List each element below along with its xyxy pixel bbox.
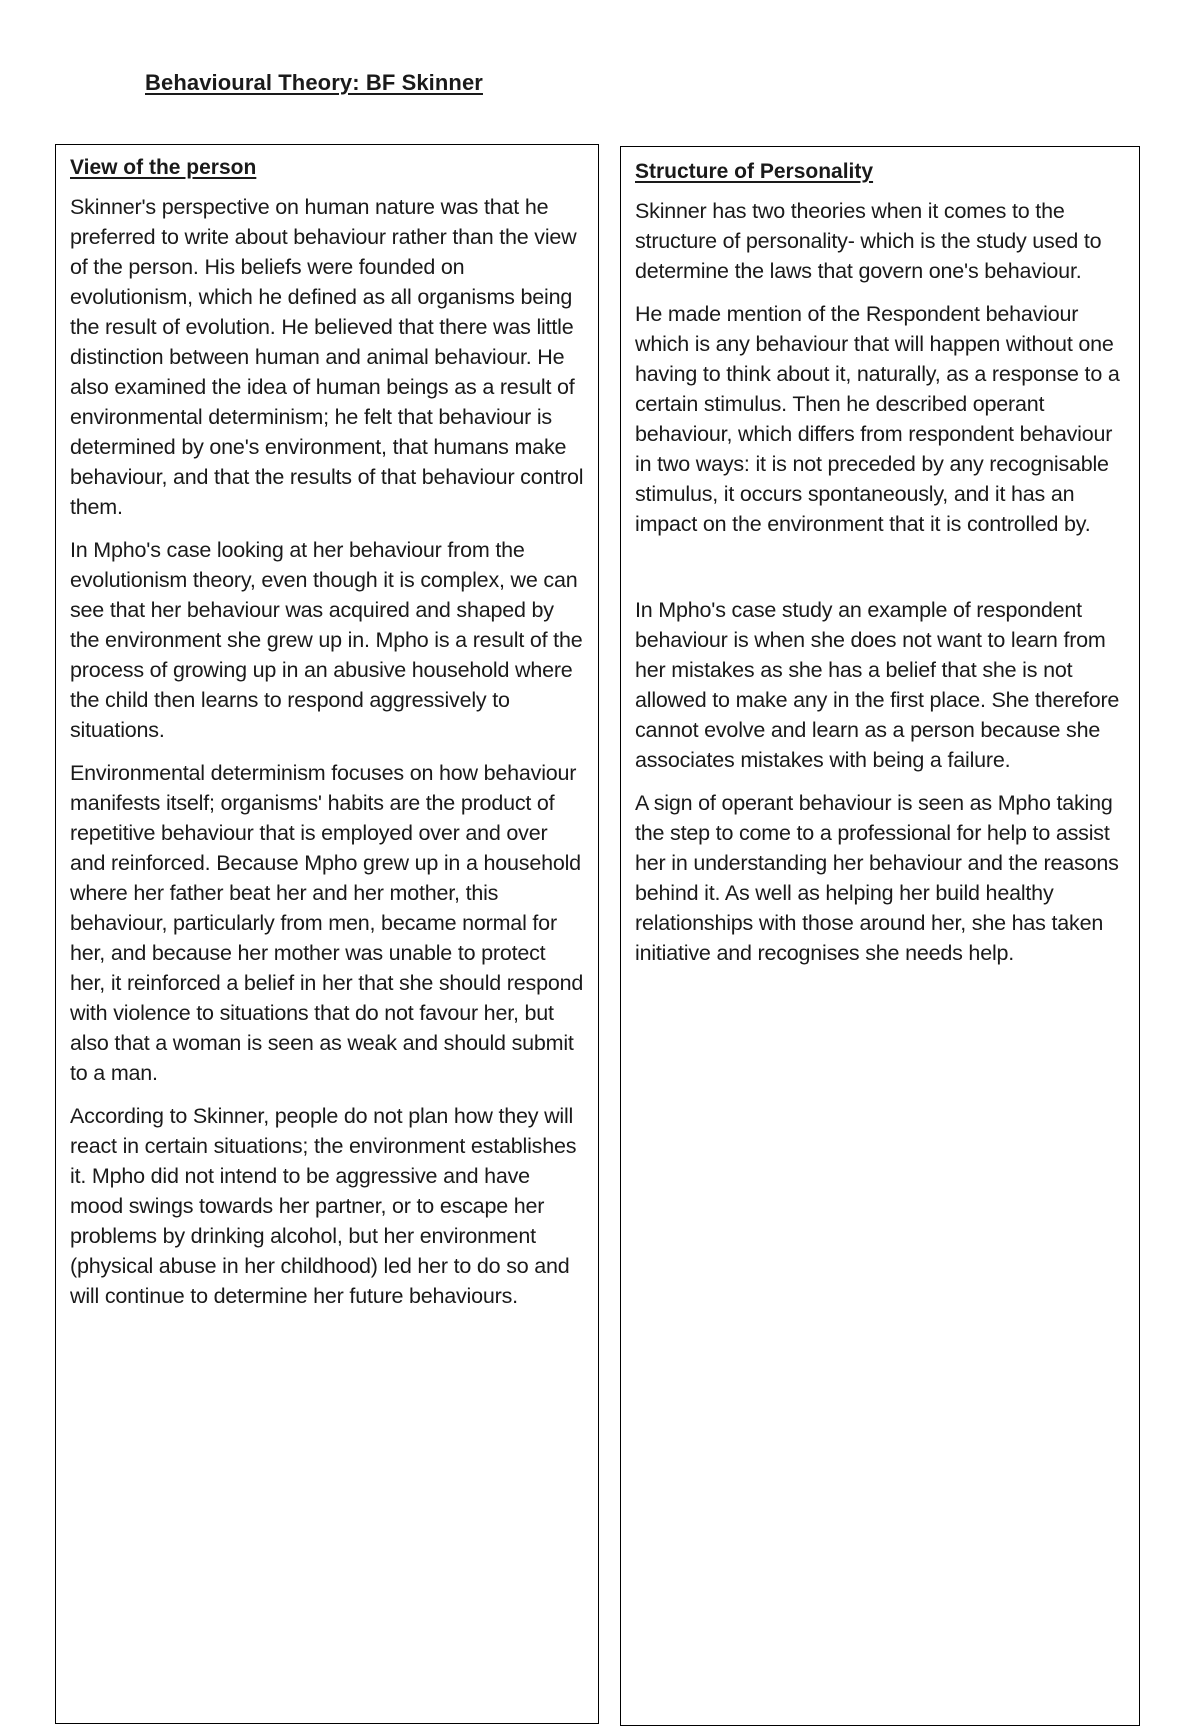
paragraph: According to Skinner, people do not plan how they will react in certain situations; the environment establishes it. Mpho did not intend to be aggressive and have mood swings towards her partner, or to escape her problems by drinking alcohol, but her environment (physical abuse in her childhood) led her to do so and will continue to determine her future behaviours. (70, 1104, 577, 1309)
structure-of-personality-heading: Structure of Personality (635, 160, 874, 183)
paragraph: Skinner's perspective on human nature was that he preferred to write about behaviour rather than the view of the person. His beliefs were founded on evolutionism, which he defined as all organisms being the result of evolution. He believed that there was little distinction between human and animal behaviour. He also examined the idea of human beings as a result of environmental determinism; he felt that behaviour is determined by one's environment, that humans make behaviour, and that the results of that behaviour control them. (70, 195, 584, 520)
paragraph: A sign of operant behaviour is seen as Mpho taking the step to come to a professional for help to assist her in understanding her behaviour and the reasons behind it. As well as helping her build healthy relationships with those around her, she has taken initiative and recognises she needs help. (635, 791, 1119, 966)
paragraph: In Mpho's case looking at her behaviour from the evolutionism theory, even though it is complex, we can see that her behaviour was acquired and shaped by the environment she grew up in. Mpho is a result of the process of growing up in an abusive household where the child then learns to respond aggressively to situations. (70, 538, 583, 743)
paragraph: Skinner has two theories when it comes to the structure of personality- which is the study used to determine the laws that govern one's behaviour. (635, 199, 1102, 284)
paragraph: He made mention of the Respondent behaviour which is any behaviour that will happen without one having to think about it, naturally, as a response to a certain stimulus. Then he described operant behaviour, which differs from respondent behaviour in two ways: it is not preceded by any recognisable stimulus, it occurs spontaneously, and it has an impact on the environment that it is controlled by. (635, 302, 1120, 537)
paragraph: In Mpho's case study an example of respondent behaviour is when she does not want to learn from her mistakes as she has a belief that she is not allowed to make any in the first place. She therefore cannot evolve and learn as a person because she associates mistakes with being a failure. (635, 598, 1120, 773)
document-title: Behavioural Theory: BF Skinner (145, 70, 483, 95)
view-of-person-box (55, 144, 599, 1724)
structure-of-personality-box (620, 146, 1140, 1726)
paragraph: Environmental determinism focuses on how behaviour manifests itself; organisms' habits are the product of repetitive behaviour that is employed over and over and reinforced. Because Mpho grew up in a household where her father beat her and her mother, this behaviour, particularly from men, became normal for her, and because her mother was unable to protect her, it reinforced a belief in her that she should respond with violence to situations that do not favour her, but also that a woman is seen as weak and should submit to a man. (70, 761, 584, 1086)
view-of-person-heading: View of the person (70, 156, 257, 179)
